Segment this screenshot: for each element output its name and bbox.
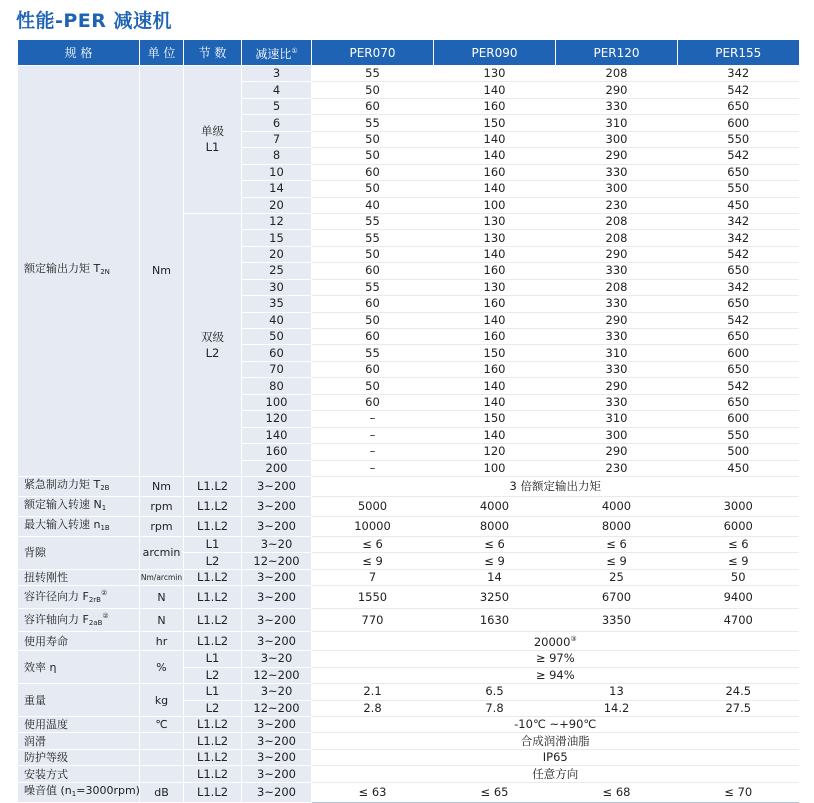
v-2-4: 650 — [678, 98, 799, 114]
v-18-3: 330 — [556, 361, 678, 377]
v-18-2: 160 — [434, 361, 556, 377]
ratio-temperature: 3~200 — [242, 717, 312, 733]
weight-l2-1: 2.8 — [312, 700, 434, 716]
v-23-3: 290 — [556, 444, 678, 460]
v-2-3: 330 — [556, 98, 678, 114]
v-10-4: 342 — [678, 230, 799, 246]
v-19-2: 140 — [434, 378, 556, 394]
tr-lubrication — [18, 733, 799, 749]
tr-torque — [18, 66, 799, 82]
v-24-1: – — [312, 460, 434, 476]
ratio-backlash-l2: 12~200 — [242, 553, 312, 569]
unit-backlash: arcmin — [140, 536, 184, 569]
v-1-4: 542 — [678, 82, 799, 98]
v-12-2: 160 — [434, 263, 556, 279]
axial-3: 3350 — [556, 609, 678, 632]
noise-1: ≤ 63 — [312, 782, 434, 802]
v-3-4: 600 — [678, 115, 799, 131]
radial-2: 3250 — [434, 586, 556, 609]
ratio-5: 8 — [242, 148, 312, 164]
v-6-3: 330 — [556, 164, 678, 180]
v-16-1: 60 — [312, 329, 434, 345]
rigidity-4: 50 — [678, 569, 799, 585]
ratio-lubrication: 3~200 — [242, 733, 312, 749]
v-1-3: 290 — [556, 82, 678, 98]
rated-speed-2: 4000 — [434, 496, 556, 516]
label-noise — [18, 782, 140, 802]
ratio-protection: 3~200 — [242, 749, 312, 765]
rated-torque-text: 额定输出力矩 T — [24, 262, 101, 276]
label-weight: 重量 — [18, 684, 140, 717]
label-life: 使用寿命 — [18, 632, 140, 651]
ratio-8: 20 — [242, 197, 312, 213]
ratio-10: 15 — [242, 230, 312, 246]
value-emergency: 3 倍额定输出力矩 — [312, 476, 799, 496]
v-5-1: 50 — [312, 148, 434, 164]
value-mounting: 任意方向 — [312, 766, 799, 782]
header-unit: 单 位 — [140, 40, 184, 66]
v-18-1: 60 — [312, 361, 434, 377]
efficiency-l2: ≥ 94% — [312, 667, 799, 683]
label-radial — [18, 586, 140, 609]
label-axial — [18, 609, 140, 632]
weight-l2-3: 14.2 — [556, 700, 678, 716]
ratio-2: 5 — [242, 98, 312, 114]
stage-double — [184, 213, 242, 476]
v-19-4: 542 — [678, 378, 799, 394]
stage-noise: L1.L2 — [184, 782, 242, 802]
weight-l1-2: 6.5 — [434, 684, 556, 700]
emergency-text: 紧急制动力矩 T — [24, 477, 101, 491]
life-value: 20000 — [533, 635, 571, 650]
tr-temperature — [18, 717, 799, 733]
ratio-3: 6 — [242, 115, 312, 131]
v-22-2: 140 — [434, 427, 556, 443]
rated-torque-sub: 2N — [100, 268, 110, 277]
v-5-2: 140 — [434, 148, 556, 164]
v-1-1: 50 — [312, 82, 434, 98]
v-7-1: 50 — [312, 181, 434, 197]
label-rigidity: 扭转刚性 — [18, 569, 140, 585]
max-speed-2: 8000 — [434, 516, 556, 536]
v-0-1: 55 — [312, 66, 434, 82]
header-model-2: PER090 — [434, 40, 556, 66]
rated-speed-4: 3000 — [678, 496, 799, 516]
header-ratio-label: 减速比 — [255, 47, 292, 61]
ratio-19: 80 — [242, 378, 312, 394]
ratio-noise: 3~200 — [242, 782, 312, 802]
v-22-3: 300 — [556, 427, 678, 443]
ratio-rated-speed: 3~200 — [242, 496, 312, 516]
v-10-1: 55 — [312, 230, 434, 246]
radial-1: 1550 — [312, 586, 434, 609]
label-rated-speed — [18, 496, 140, 516]
ratio-7: 14 — [242, 181, 312, 197]
v-0-2: 130 — [434, 66, 556, 82]
v-17-2: 150 — [434, 345, 556, 361]
v-17-4: 600 — [678, 345, 799, 361]
v-0-4: 342 — [678, 66, 799, 82]
v-22-1: – — [312, 427, 434, 443]
max-speed-3: 8000 — [556, 516, 678, 536]
efficiency-l1: ≥ 97% — [312, 651, 799, 667]
stage-life: L1.L2 — [184, 632, 242, 651]
footnote-2: ② — [100, 589, 108, 598]
performance-table — [17, 40, 799, 803]
ratio-efficiency-l2: 12~200 — [242, 667, 312, 683]
stage-mounting: L1.L2 — [184, 766, 242, 782]
v-12-3: 330 — [556, 263, 678, 279]
ratio-23: 160 — [242, 444, 312, 460]
backlash-l1-1: ≤ 6 — [312, 536, 434, 552]
rated-speed-sub: 1 — [101, 503, 107, 512]
unit-rigidity: Nm/arcmin — [140, 569, 184, 585]
unit-max-speed: rpm — [140, 516, 184, 536]
v-14-2: 160 — [434, 296, 556, 312]
unit-temperature: ℃ — [140, 717, 184, 733]
unit-rated-speed: rpm — [140, 496, 184, 516]
v-2-1: 60 — [312, 98, 434, 114]
stage-lubrication: L1.L2 — [184, 733, 242, 749]
footnote-3: ③ — [570, 635, 577, 644]
v-11-2: 140 — [434, 246, 556, 262]
v-9-3: 208 — [556, 213, 678, 229]
v-20-2: 140 — [434, 394, 556, 410]
v-10-2: 130 — [434, 230, 556, 246]
axial-4: 4700 — [678, 609, 799, 632]
ratio-weight-l2: 12~200 — [242, 700, 312, 716]
ratio-0: 3 — [242, 66, 312, 82]
ratio-22: 140 — [242, 427, 312, 443]
weight-l1-4: 24.5 — [678, 684, 799, 700]
v-24-4: 450 — [678, 460, 799, 476]
stage-axial: L1.L2 — [184, 609, 242, 632]
label-emergency — [18, 476, 140, 496]
v-15-2: 140 — [434, 312, 556, 328]
v-0-3: 208 — [556, 66, 678, 82]
stage-single — [184, 66, 242, 214]
v-5-3: 290 — [556, 148, 678, 164]
rated-speed-3: 4000 — [556, 496, 678, 516]
v-7-4: 550 — [678, 181, 799, 197]
unit-noise: dB — [140, 782, 184, 802]
stage-double-name: 双级 — [201, 329, 224, 344]
unit-emergency: Nm — [140, 476, 184, 496]
v-20-3: 330 — [556, 394, 678, 410]
v-23-2: 120 — [434, 444, 556, 460]
v-9-4: 342 — [678, 213, 799, 229]
v-17-1: 55 — [312, 345, 434, 361]
value-protection: IP65 — [312, 749, 799, 765]
axial-text: 容许轴向力 F — [24, 613, 89, 627]
v-2-2: 160 — [434, 98, 556, 114]
unit-mounting — [140, 766, 184, 782]
ratio-15: 40 — [242, 312, 312, 328]
emergency-sub: 2B — [100, 483, 110, 492]
tr-emergency — [18, 476, 799, 496]
ratio-11: 20 — [242, 246, 312, 262]
backlash-l1-3: ≤ 6 — [556, 536, 678, 552]
max-speed-sub: 1B — [100, 523, 110, 532]
backlash-l2-4: ≤ 9 — [678, 553, 799, 569]
value-temperature: -10℃ ~+90℃ — [312, 717, 799, 733]
v-7-2: 140 — [434, 181, 556, 197]
tr-rated-speed — [18, 496, 799, 516]
weight-l1-1: 2.1 — [312, 684, 434, 700]
axial-1: 770 — [312, 609, 434, 632]
header-model-4: PER155 — [678, 40, 799, 66]
backlash-l2-2: ≤ 9 — [434, 553, 556, 569]
ratio-9: 12 — [242, 213, 312, 229]
ratio-emergency: 3~200 — [242, 476, 312, 496]
v-24-2: 100 — [434, 460, 556, 476]
v-15-3: 290 — [556, 312, 678, 328]
v-8-1: 40 — [312, 197, 434, 213]
ratio-mounting: 3~200 — [242, 766, 312, 782]
ratio-6: 10 — [242, 164, 312, 180]
v-22-4: 550 — [678, 427, 799, 443]
v-17-3: 310 — [556, 345, 678, 361]
v-8-3: 230 — [556, 197, 678, 213]
value-life — [312, 632, 799, 651]
stage-weight-l1: L1 — [184, 684, 242, 700]
v-5-4: 542 — [678, 148, 799, 164]
ratio-12: 25 — [242, 263, 312, 279]
v-20-1: 60 — [312, 394, 434, 410]
ratio-life: 3~200 — [242, 632, 312, 651]
backlash-l1-4: ≤ 6 — [678, 536, 799, 552]
unit-radial: N — [140, 586, 184, 609]
v-24-3: 230 — [556, 460, 678, 476]
unit-protection — [140, 749, 184, 765]
max-speed-text: 最大输入转速 n — [24, 517, 101, 531]
v-14-3: 330 — [556, 296, 678, 312]
tr-noise — [18, 782, 799, 802]
label-lubrication: 润滑 — [18, 733, 140, 749]
ratio-4: 7 — [242, 131, 312, 147]
label-protection: 防护等级 — [18, 749, 140, 765]
noise-4: ≤ 70 — [678, 782, 799, 802]
rigidity-1: 7 — [312, 569, 434, 585]
stage-single-name: 单级 — [201, 124, 224, 139]
v-3-1: 55 — [312, 115, 434, 131]
tr-radial — [18, 586, 799, 609]
ratio-1: 4 — [242, 82, 312, 98]
weight-l1-3: 13 — [556, 684, 678, 700]
unit-axial: N — [140, 609, 184, 632]
tr-weight — [18, 684, 799, 700]
tr-rigidity — [18, 569, 799, 585]
v-6-2: 160 — [434, 164, 556, 180]
label-backlash: 背隙 — [18, 536, 140, 569]
v-9-1: 55 — [312, 213, 434, 229]
v-21-4: 600 — [678, 411, 799, 427]
axial-2: 1630 — [434, 609, 556, 632]
v-21-3: 310 — [556, 411, 678, 427]
v-13-3: 208 — [556, 279, 678, 295]
v-11-1: 50 — [312, 246, 434, 262]
unit-efficiency: % — [140, 651, 184, 684]
ratio-rigidity: 3~200 — [242, 569, 312, 585]
v-11-3: 290 — [556, 246, 678, 262]
stage-single-code: L1 — [205, 140, 220, 155]
stage-emergency: L1.L2 — [184, 476, 242, 496]
weight-l2-4: 27.5 — [678, 700, 799, 716]
footnote-2b: ② — [102, 612, 109, 621]
v-10-3: 208 — [556, 230, 678, 246]
ratio-18: 70 — [242, 361, 312, 377]
label-rated-torque — [18, 66, 140, 477]
stage-backlash-l2: L2 — [184, 553, 242, 569]
v-9-2: 130 — [434, 213, 556, 229]
unit-rated-torque: Nm — [140, 66, 184, 477]
v-16-3: 330 — [556, 329, 678, 345]
header-stage: 节 数 — [184, 40, 242, 66]
axial-sub: 2aB — [88, 619, 103, 628]
ratio-21: 120 — [242, 411, 312, 427]
tr-efficiency — [18, 651, 799, 667]
v-16-2: 160 — [434, 329, 556, 345]
unit-lubrication — [140, 733, 184, 749]
v-8-4: 450 — [678, 197, 799, 213]
weight-l2-2: 7.8 — [434, 700, 556, 716]
v-15-4: 542 — [678, 312, 799, 328]
v-1-2: 140 — [434, 82, 556, 98]
v-4-4: 550 — [678, 131, 799, 147]
ratio-20: 100 — [242, 394, 312, 410]
label-temperature: 使用温度 — [18, 717, 140, 733]
v-7-3: 300 — [556, 181, 678, 197]
tr-life — [18, 632, 799, 651]
stage-efficiency-l1: L1 — [184, 651, 242, 667]
v-13-4: 342 — [678, 279, 799, 295]
v-14-1: 60 — [312, 296, 434, 312]
tr-max-speed — [18, 516, 799, 536]
v-11-4: 542 — [678, 246, 799, 262]
v-18-4: 650 — [678, 361, 799, 377]
rated-speed-text: 额定输入转速 N — [24, 497, 102, 511]
v-23-1: – — [312, 444, 434, 460]
v-13-2: 130 — [434, 279, 556, 295]
stage-temperature: L1.L2 — [184, 717, 242, 733]
header-ratio — [242, 40, 312, 66]
header-row — [18, 40, 799, 66]
stage-efficiency-l2: L2 — [184, 667, 242, 683]
ratio-16: 50 — [242, 329, 312, 345]
stage-double-code: L2 — [205, 345, 220, 360]
v-15-1: 50 — [312, 312, 434, 328]
v-13-1: 55 — [312, 279, 434, 295]
v-21-2: 150 — [434, 411, 556, 427]
unit-life: hr — [140, 632, 184, 651]
ratio-17: 60 — [242, 345, 312, 361]
stage-weight-l2: L2 — [184, 700, 242, 716]
ratio-weight-l1: 3~20 — [242, 684, 312, 700]
noise-text-post: =3000rpm) — [76, 783, 140, 797]
rigidity-3: 25 — [556, 569, 678, 585]
stage-rigidity: L1.L2 — [184, 569, 242, 585]
v-19-1: 50 — [312, 378, 434, 394]
v-8-2: 100 — [434, 197, 556, 213]
stage-radial: L1.L2 — [184, 586, 242, 609]
header-spec: 规 格 — [18, 40, 140, 66]
tr-protection — [18, 749, 799, 765]
header-model-1: PER070 — [312, 40, 434, 66]
page-title: 性能-PER 减速机 — [16, 10, 173, 32]
v-4-3: 300 — [556, 131, 678, 147]
backlash-l2-3: ≤ 9 — [556, 553, 678, 569]
backlash-l1-2: ≤ 6 — [434, 536, 556, 552]
radial-text: 容许径向力 F — [24, 590, 89, 604]
label-mounting: 安装方式 — [18, 766, 140, 782]
label-max-speed — [18, 516, 140, 536]
v-16-4: 650 — [678, 329, 799, 345]
v-4-2: 140 — [434, 131, 556, 147]
ratio-13: 30 — [242, 279, 312, 295]
tr-backlash — [18, 536, 799, 552]
ratio-24: 200 — [242, 460, 312, 476]
ratio-axial: 3~200 — [242, 609, 312, 632]
noise-3: ≤ 68 — [556, 782, 678, 802]
v-21-1: – — [312, 411, 434, 427]
noise-2: ≤ 65 — [434, 782, 556, 802]
stage-rated-speed: L1.L2 — [184, 496, 242, 516]
value-lubrication: 合成润滑油脂 — [312, 733, 799, 749]
stage-backlash-l1: L1 — [184, 536, 242, 552]
ratio-radial: 3~200 — [242, 586, 312, 609]
v-3-3: 310 — [556, 115, 678, 131]
radial-3: 6700 — [556, 586, 678, 609]
label-efficiency: 效率 η — [18, 651, 140, 684]
radial-sub: 2rB — [88, 596, 101, 605]
noise-sub: 1 — [71, 789, 77, 798]
ratio-backlash-l1: 3~20 — [242, 536, 312, 552]
backlash-l2-1: ≤ 9 — [312, 553, 434, 569]
v-14-4: 650 — [678, 296, 799, 312]
radial-4: 9400 — [678, 586, 799, 609]
noise-text-pre: 噪音值 (n — [24, 783, 72, 797]
v-3-2: 150 — [434, 115, 556, 131]
ratio-14: 35 — [242, 296, 312, 312]
v-20-4: 650 — [678, 394, 799, 410]
max-speed-1: 10000 — [312, 516, 434, 536]
stage-max-speed: L1.L2 — [184, 516, 242, 536]
unit-weight: kg — [140, 684, 184, 717]
tr-mounting — [18, 766, 799, 782]
header-model-3: PER120 — [556, 40, 678, 66]
v-23-4: 500 — [678, 444, 799, 460]
v-4-1: 50 — [312, 131, 434, 147]
v-19-3: 290 — [556, 378, 678, 394]
v-12-1: 60 — [312, 263, 434, 279]
rigidity-2: 14 — [434, 569, 556, 585]
max-speed-4: 6000 — [678, 516, 799, 536]
footnote-1: ① — [291, 47, 298, 55]
tr-axial — [18, 609, 799, 632]
v-12-4: 650 — [678, 263, 799, 279]
rated-speed-1: 5000 — [312, 496, 434, 516]
v-6-1: 60 — [312, 164, 434, 180]
stage-protection: L1.L2 — [184, 749, 242, 765]
ratio-efficiency-l1: 3~20 — [242, 651, 312, 667]
ratio-max-speed: 3~200 — [242, 516, 312, 536]
v-6-4: 650 — [678, 164, 799, 180]
